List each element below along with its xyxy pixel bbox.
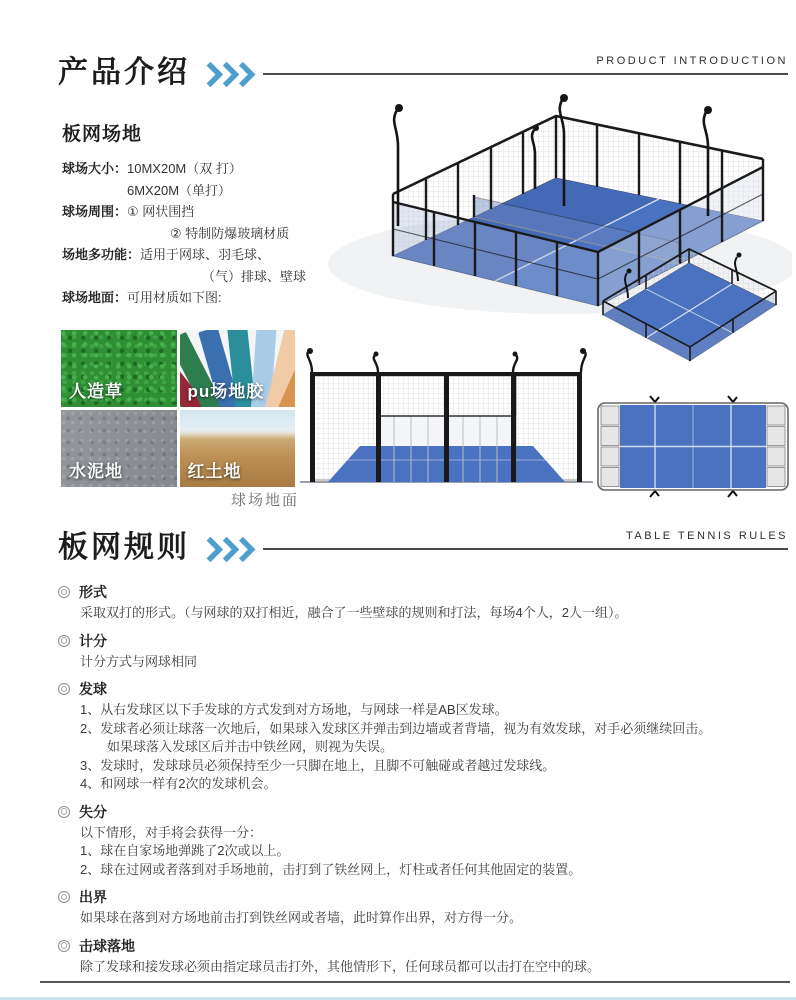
rule-heading-row	[58, 583, 766, 601]
rules-title: 板网规则	[58, 531, 190, 564]
triple-chevron-icon	[204, 536, 258, 563]
rule-line: 如果球在落到对方场地前击打到铁丝网或者墙，此时算作出界，对方得一分。	[80, 910, 523, 925]
spec-value: ① 网状围挡	[127, 204, 195, 219]
rules-section-header	[58, 531, 788, 573]
spec-row-floor	[62, 287, 314, 309]
material-artificial-grass	[61, 330, 177, 407]
court-top-plan-render	[593, 393, 793, 500]
rules-title-en: TABLE TENNIS RULES	[626, 530, 788, 542]
spec-row-size	[62, 158, 314, 180]
rules-divider-line	[263, 548, 788, 550]
rule-body	[80, 604, 766, 623]
rule-body	[80, 824, 766, 880]
rule-line: 采取双打的形式。（与网球的双打相近，融合了一些壁球的规则和打法，每场4个人，2人一组）。	[80, 605, 628, 620]
rule-title: 失分	[79, 803, 107, 820]
spec-value: 适用于网球、羽毛球、	[140, 247, 271, 262]
spec-value: ② 特制防爆玻璃材质	[170, 225, 290, 241]
double-circle-bullet-icon	[58, 940, 70, 952]
rule-heading-row	[58, 632, 766, 650]
rule-line: 1、从右发球区以下手发球的方式发到对方场地，与网球一样是AB区发球。	[80, 702, 508, 717]
spec-value: 可用材质如下图:	[127, 290, 222, 305]
spec-label: 球场地面：	[62, 290, 128, 305]
rule-line: 2、发球者必须让球落一次地后，如果球入发球区并弹击到边墙或者背墙，视为有效发球，对手必须继续回击。	[80, 720, 712, 736]
spec-value: 6MX20M（单打）	[127, 182, 232, 198]
intro-divider-line	[263, 73, 788, 75]
rule-losing-point	[58, 803, 766, 880]
rules-list	[58, 583, 766, 985]
double-circle-bullet-icon	[58, 683, 70, 695]
intro-title-en: PRODUCT INTRODUCTION	[596, 55, 788, 67]
rule-body	[80, 909, 766, 928]
rule-out-of-bounds	[58, 888, 766, 928]
rule-heading-row	[58, 680, 766, 698]
material-label: 红土地	[187, 462, 242, 481]
triple-chevron-icon	[204, 61, 258, 88]
page-bottom-divider	[40, 981, 790, 983]
spec-row-size-cont	[62, 180, 314, 202]
rule-volley	[58, 937, 766, 977]
rule-line: 4、和网球一样有2次的发球机会。	[80, 776, 277, 791]
materials-caption: 球场地面	[231, 492, 300, 509]
intro-title: 产品介绍	[58, 56, 190, 89]
material-cement	[61, 410, 177, 487]
double-circle-bullet-icon	[58, 635, 70, 647]
rule-body	[80, 958, 766, 977]
rule-title: 出界	[79, 889, 107, 905]
material-label: 人造草	[69, 382, 123, 401]
rule-title: 计分	[79, 632, 107, 649]
spec-row-surround-cont	[62, 223, 314, 245]
rule-line: 1、球在自家场地弹跳了2次或以上。	[80, 843, 290, 858]
spec-row-surround	[62, 201, 314, 223]
spec-value: （气）排球、壁球	[202, 268, 307, 284]
double-circle-bullet-icon	[58, 806, 70, 818]
spec-list	[62, 158, 314, 309]
rule-line: 以下情形，对手将会获得一分：	[80, 824, 263, 840]
rule-line: 3、发球时，发球球员必须保持至少一只脚在地上，且脚不可触碰或者越过发球线。	[80, 757, 556, 773]
rule-heading-row	[58, 888, 766, 906]
rule-line: 如果球落入发球区后并击中铁丝网，则视为失误。	[107, 739, 394, 754]
rule-scoring	[58, 632, 766, 672]
rule-body	[80, 701, 766, 794]
double-circle-bullet-icon	[58, 891, 70, 903]
floor-materials-grid	[61, 330, 295, 487]
rule-heading-row	[58, 937, 766, 955]
material-red-clay	[180, 410, 296, 487]
double-circle-bullet-icon	[58, 586, 70, 598]
rule-line: 计分方式与网球相同	[80, 653, 198, 669]
rule-line: 除了发球和接发球必须由指定球员击打外，其他情形下，任何球员都可以击打在空中的球。	[80, 958, 601, 974]
rule-title: 发球	[79, 681, 107, 697]
material-label: pu场地胶	[187, 382, 265, 401]
court-subtitle: 板网场地	[62, 124, 143, 145]
rule-heading-row	[58, 803, 766, 821]
material-label: 水泥地	[69, 462, 123, 481]
spec-label: 球场大小：	[62, 161, 128, 176]
rule-line: 2、球在过网或者落到对手场地前，击打到了铁丝网上，灯柱或者任何其他固定的装置。	[80, 861, 582, 877]
spec-row-multiuse-cont	[62, 266, 314, 288]
rule-serving	[58, 680, 766, 794]
spec-row-multiuse	[62, 244, 314, 266]
spec-label: 球场周围：	[62, 204, 128, 219]
rule-title: 形式	[79, 584, 107, 600]
rule-title: 击球落地	[79, 937, 135, 954]
court-aerial-render	[588, 243, 793, 375]
spec-label: 场地多功能：	[62, 247, 141, 262]
rule-body	[80, 653, 766, 672]
spec-value: 10MX20M（双 打）	[127, 161, 242, 176]
rule-format	[58, 583, 766, 623]
material-pu-coating	[180, 330, 296, 407]
court-front-elevation-render	[298, 348, 595, 494]
